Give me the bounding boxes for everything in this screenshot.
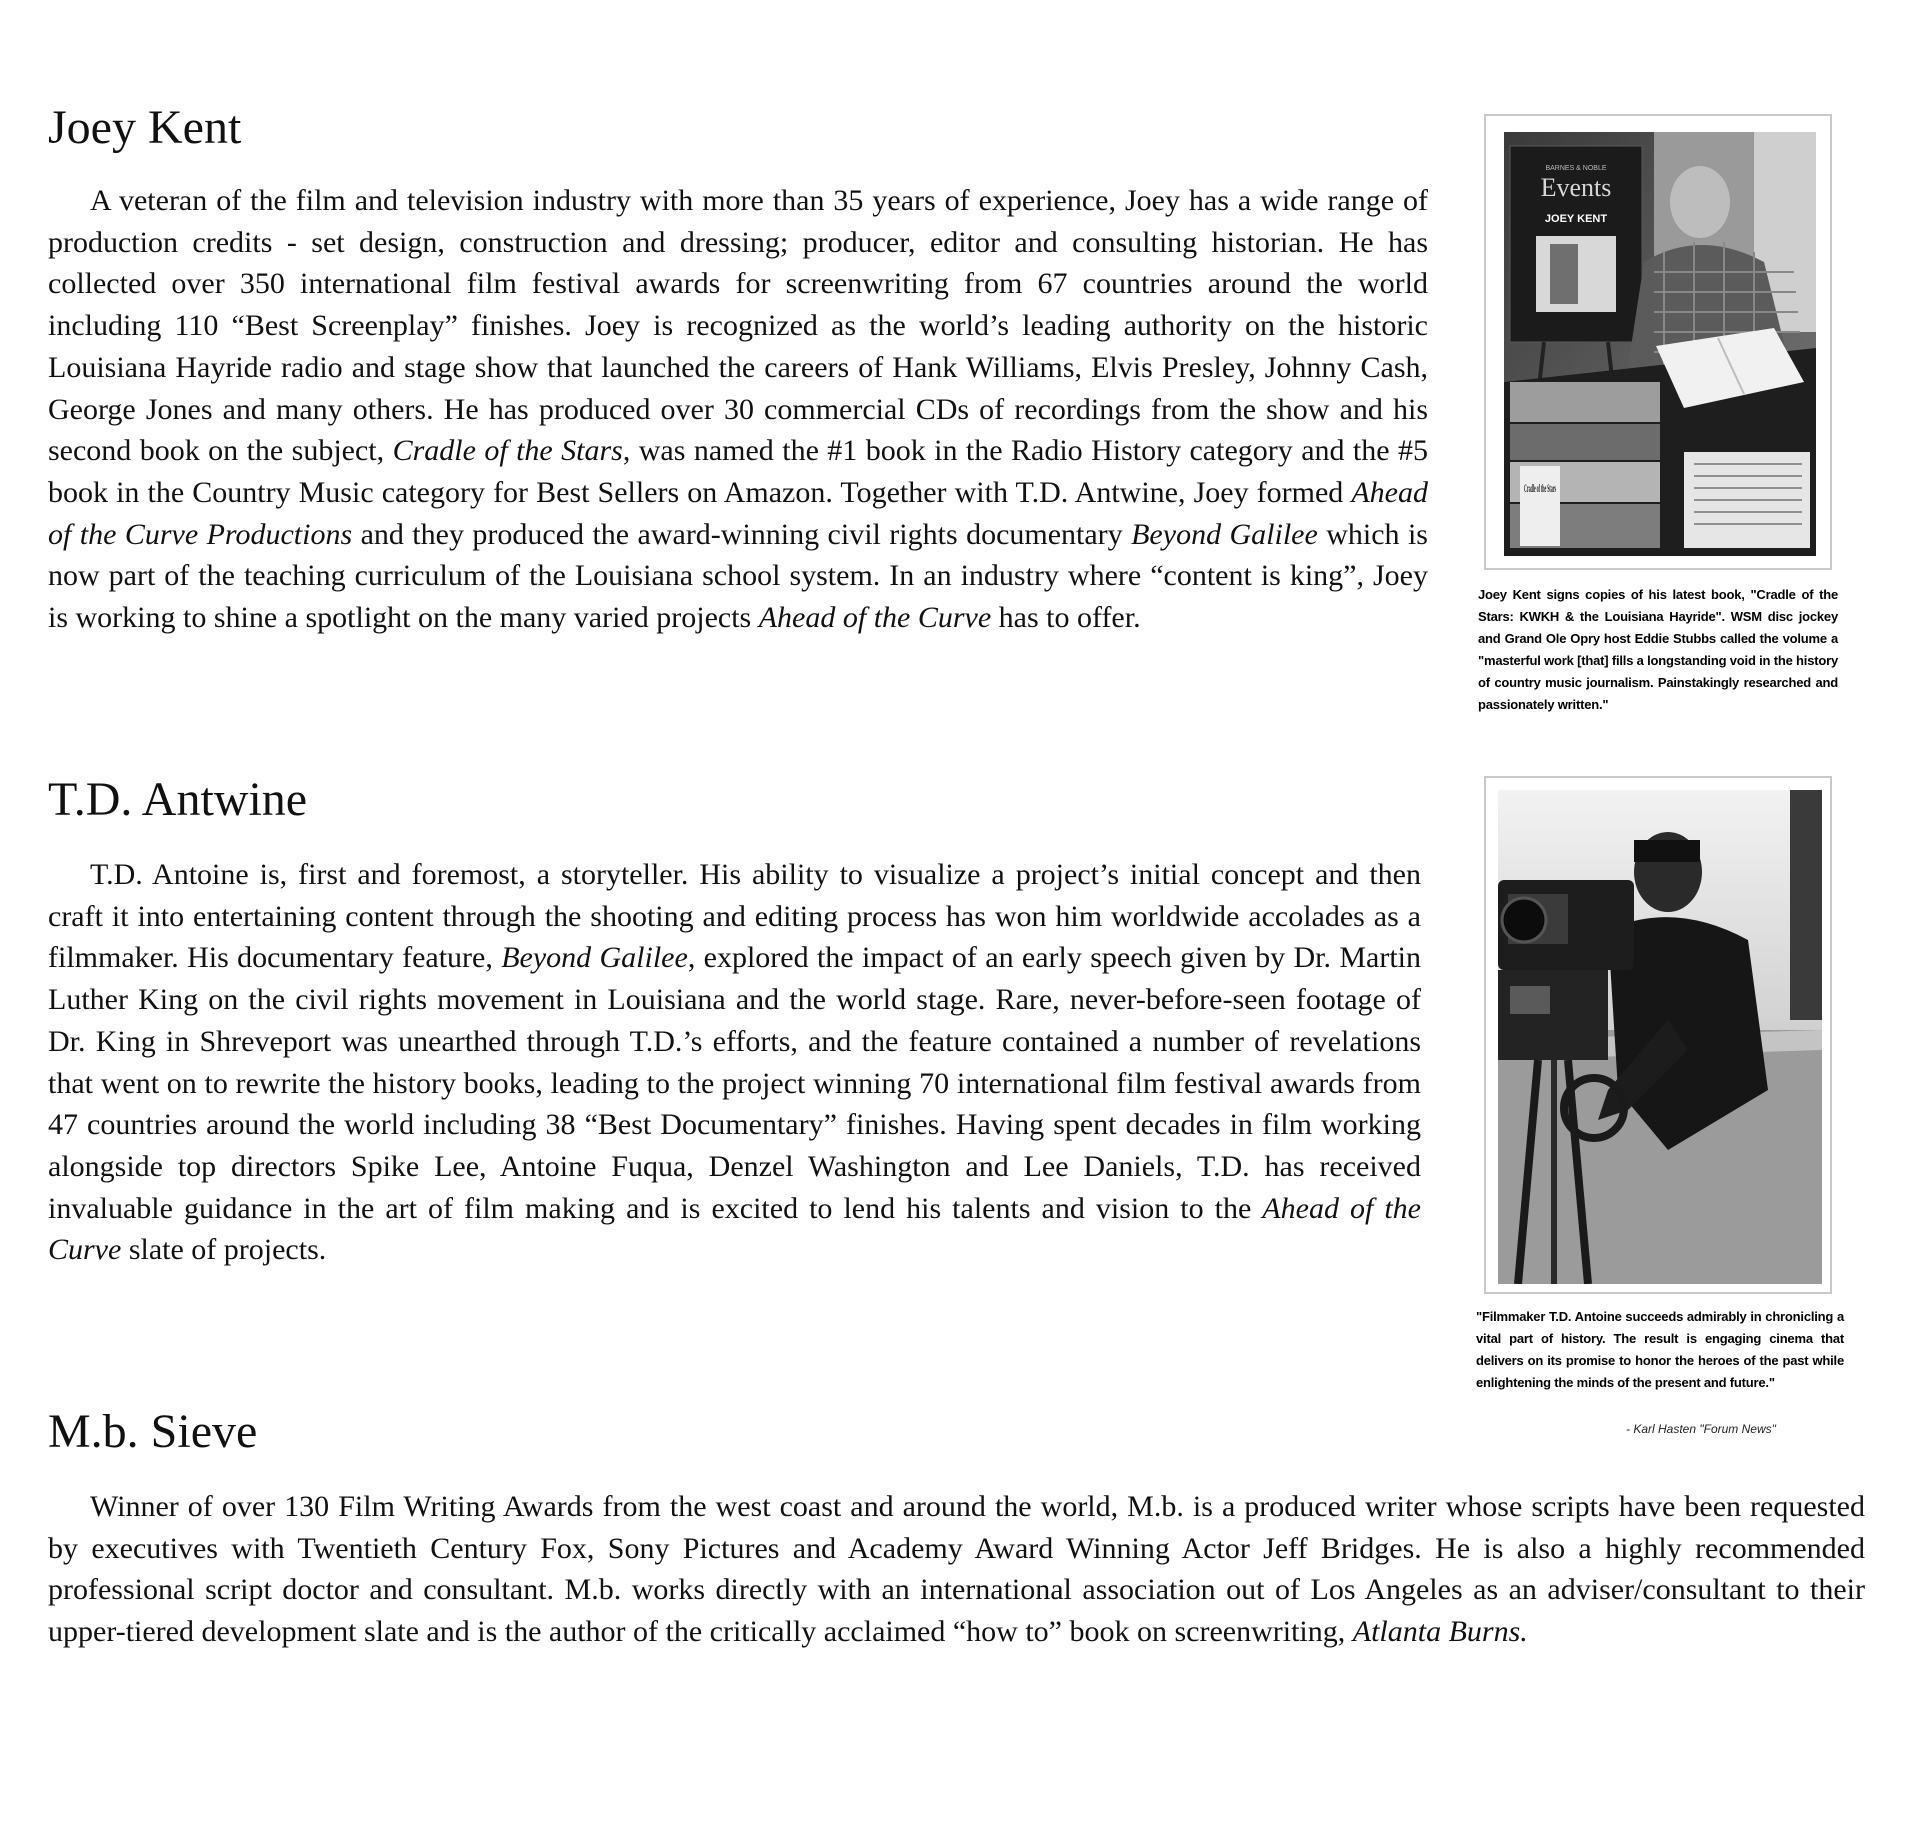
poster-name-text: JOEY KENT (1544, 213, 1608, 225)
bio-paragraph: Winner of over 130 Film Writing Awards from the west coast and around the world, M.b. is a produced writer whose scripts have been requested by executives with Twentieth Century Fox, Sony Pictures and Academy Award Winning Actor Jeff Bridges. He is also a highly recommended professional script doctor and consultant. M.b. works directly with an international association out of Los Angeles as an adviser/consultant to their upper-tiered development slate and is the author of the critically acclaimed “how to” book on screenwriting, Atlanta Burns. (48, 1490, 1865, 1649)
joey-photo-caption: Joey Kent signs copies of his latest book, "Cradle of the Stars: KWKH & the Louisiana Hayride". WSM disc jockey and Grand Ole Opry host Eddie Stubbs called the volume a "masterful work [that] fills a longstanding void in the history of country music journalism. Painstakingly researched and passionately written." (1478, 587, 1838, 712)
td-antwine-photo (1484, 776, 1832, 1294)
poster-title-text: Events (1540, 173, 1612, 202)
book-title-text: Cradle of the Stars (1524, 481, 1557, 495)
bio-joey-kent (48, 100, 1428, 639)
book-signing-image (1504, 132, 1816, 556)
bio-paragraph: T.D. Antoine is, first and foremost, a storyteller. His ability to visualize a project’s initial concept and then craft it into entertaining content through the shooting and editing process has won him worldwide accolades as a filmmaker. His documentary feature, Beyond Galilee, explored the impact of an early speech given by Dr. Martin Luther King on the civil rights movement in Louisiana and the world stage. Rare, never-before-seen footage of Dr. King in Shreveport was unearthed through T.D.’s efforts, and the feature contained a number of revelations that went on to rewrite the history books, leading to the project winning 70 international film festival awards from 47 countries around the world including 38 “Best Documentary” finishes. Having spent decades in film working alongside top directors Spike Lee, Antoine Fuqua, Denzel Washington and Lee Daniels, T.D. has received invaluable guidance in the art of film making and is excited to lend his talents and vision to the Ahead of the Curve slate of projects. (48, 858, 1421, 1267)
bio-heading: M.b. Sieve (48, 1405, 258, 1458)
td-photo-quote: "Filmmaker T.D. Antoine succeeds admirably in chronicling a vital part of history. The result is engaging cinema that delivers on its promise to honor the heroes of the past while enlightening the minds of the present and future." (1476, 1309, 1844, 1390)
bio-mb-sieve (48, 1404, 1865, 1653)
joey-kent-photo (1484, 114, 1832, 570)
poster-brand-text: BARNES & NOBLE (1545, 165, 1607, 172)
bio-heading: Joey Kent (48, 101, 242, 154)
bio-heading: T.D. Antwine (48, 773, 308, 826)
bio-td-antwine (48, 772, 1421, 1271)
filmmaker-camera-image (1498, 790, 1822, 1284)
bio-paragraph: A veteran of the film and television industry with more than 35 years of experience, Joey has a wide range of production credits - set design, construction and dressing; producer, editor and consulting historian. He has collected over 350 international film festival awards for screenwriting from 67 countries around the world including 110 “Best Screenplay” finishes. Joey is recognized as the world’s leading authority on the historic Louisiana Hayride radio and stage show that launched the careers of Hank Williams, Elvis Presley, Johnny Cash, George Jones and many others. He has produced over 30 commercial CDs of recordings from the show and his second book on the subject, Cradle of the Stars, was named the #1 book in the Radio History category and the #5 book in the Country Music category for Best Sellers on Amazon. Together with T.D. Antwine, Joey formed Ahead of the Curve Productions and they produced the award-winning civil rights documentary Beyond Galilee which is now part of the teaching curriculum of the Louisiana school system. In an industry where “content is king”, Joey is working to shine a spotlight on the many varied projects Ahead of the Curve has to offer. (48, 184, 1429, 635)
quote-attribution: - Karl Hasten "Forum News" (1626, 1422, 1776, 1436)
